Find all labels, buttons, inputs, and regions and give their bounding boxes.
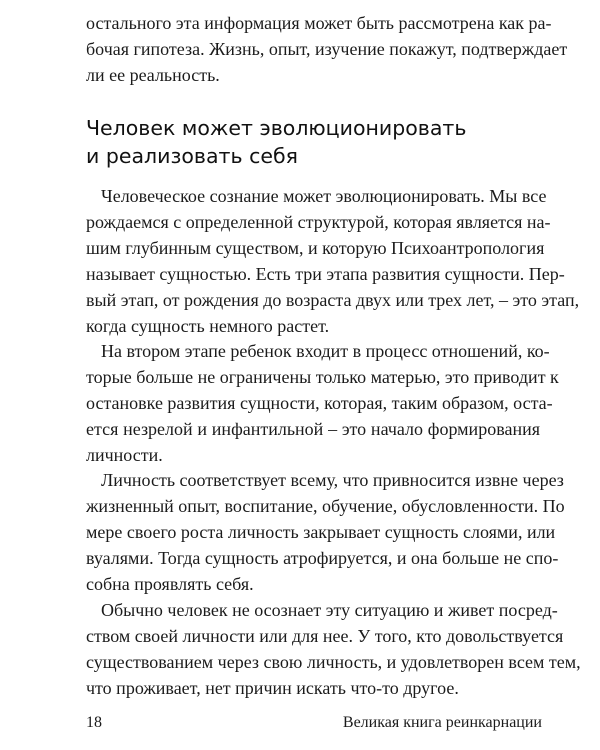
text-line: На втором этапе ребенок входит в процесс отношений, ко- bbox=[101, 341, 550, 361]
text-line: мере своего роста личность закрывает сущность слоями, или bbox=[86, 522, 556, 542]
text-line: рождаемся с определенной структурой, которая является на- bbox=[86, 212, 551, 232]
text-line: ется незрелой и инфантильной – это начало формирования bbox=[86, 419, 540, 439]
text-line: Человеческое сознание может эволюционировать. Мы все bbox=[101, 186, 547, 206]
text-line: что проживает, нет причин искать что-то другое. bbox=[86, 678, 459, 698]
text-line: существованием через свою личность, и удовлетворен всем тем, bbox=[86, 652, 581, 672]
text-line: называет сущностью. Есть три этапа развития сущности. Пер- bbox=[86, 264, 565, 284]
text-line: Обычно человек не осознает эту ситуацию и живет посред- bbox=[101, 600, 558, 620]
text-line: шим глубинным существом, и которую Психоантропология bbox=[86, 238, 545, 258]
text-line: личности. bbox=[86, 445, 163, 465]
section-heading-line: Человек может эволюционировать bbox=[86, 116, 467, 140]
section-heading-line: и реализовать себя bbox=[86, 144, 298, 168]
text-line: вый этап, от рождения до возраста двух или трех лет, – это этап, bbox=[86, 290, 580, 310]
text-line: остановке развития сущности, которая, таким образом, оста- bbox=[86, 393, 553, 413]
text-line: когда сущность немного растет. bbox=[86, 316, 330, 336]
text-line: остального эта информация может быть рассмотрена как ра- bbox=[86, 13, 552, 33]
text-line: собна проявлять себя. bbox=[86, 574, 254, 594]
text-line: ством своей личности или для нее. У того, кто довольствуется bbox=[86, 626, 564, 646]
text-line: вуалями. Тогда сущность атрофируется, и она больше не спо- bbox=[86, 548, 559, 568]
text-line: жизненный опыт, воспитание, обучение, обусловленности. По bbox=[86, 496, 565, 516]
page-number: 18 bbox=[86, 714, 102, 731]
text-line: Личность соответствует всему, что привносится извне через bbox=[101, 470, 564, 490]
text-line: ли ее реальность. bbox=[86, 65, 220, 85]
running-title: Великая книга реинкарнации bbox=[342, 714, 542, 731]
text-line: бочая гипотеза. Жизнь, опыт, изучение покажут, подтверждает bbox=[86, 39, 568, 59]
text-line: торые больше не ограничены только матерью, это приводит к bbox=[86, 367, 559, 387]
